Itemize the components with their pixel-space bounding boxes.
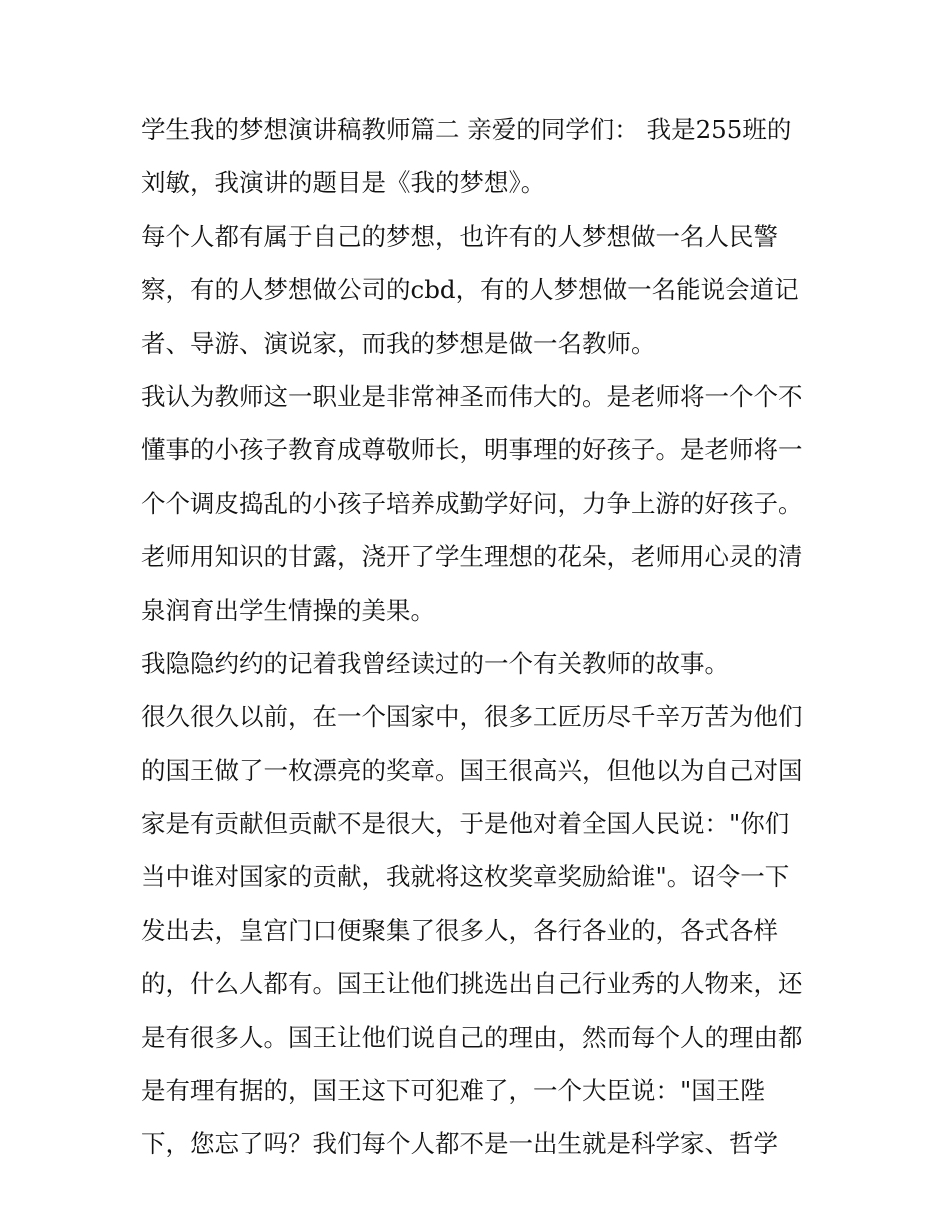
text-line-14: 家是有贡献但贡献不是很大，于是他对着全国人民说："你们 xyxy=(141,809,790,839)
text-line-1: 学生我的梦想演讲稿教师篇二 亲爱的同学们： 我是255班的 xyxy=(141,115,792,144)
text-line-13: 的国王做了一枚漂亮的奖章。国王很高兴，但他以为自己对国 xyxy=(141,755,803,785)
text-line-9: 老师用知识的甘露，浇开了学生理想的花朵，老师用心灵的清 xyxy=(141,542,803,572)
body-text xyxy=(141,103,821,1171)
text-line-7: 懂事的小孩子教育成尊敬师长，明事理的好孩子。是老师将一 xyxy=(141,435,803,465)
text-line-2: 刘敏，我演讲的题目是《我的梦想》。 xyxy=(141,168,546,198)
text-line-6: 我认为教师这一职业是非常神圣而伟大的。是老师将一个个不 xyxy=(141,381,803,411)
text-line-16: 发出去，皇宫门口便聚集了很多人，各行各业的，各式各样 xyxy=(141,915,778,945)
text-line-11: 我隐隐约约的记着我曾经读过的一个有关教师的故事。 xyxy=(141,648,729,678)
text-line-18: 是有很多人。国王让他们说自己的理由，然而每个人的理由都 xyxy=(141,1022,803,1052)
text-line-5: 者、导游、演说家，而我的梦想是做一名教师。 xyxy=(141,328,656,358)
text-line-3: 每个人都有属于自己的梦想，也许有的人梦想做一名人民警 xyxy=(141,221,778,251)
text-line-19: 是有理有据的，国王这下可犯难了，一个大臣说："国王陛 xyxy=(141,1076,765,1106)
text-line-8: 个个调皮捣乱的小孩子培养成勤学好问，力争上游的好孩子。 xyxy=(141,488,803,518)
text-line-4: 察，有的人梦想做公司的cbd，有的人梦想做一名能说会道记 xyxy=(141,275,799,305)
text-line-17: 的，什么人都有。国王让他们挑选出自己行业秀的人物来，还 xyxy=(141,969,803,999)
text-line-15: 当中谁对国家的贡献，我就将这枚奖章奖励給谁"。诏令一下 xyxy=(141,862,790,892)
text-line-20: 下，您忘了吗？我们每个人都不是一出生就是科学家、哲学 xyxy=(141,1129,778,1159)
text-line-12: 很久很久以前，在一个国家中，很多工匠历尽千辛万苦为他们 xyxy=(141,702,803,732)
text-line-10: 泉润育出学生情操的美果。 xyxy=(141,595,435,625)
